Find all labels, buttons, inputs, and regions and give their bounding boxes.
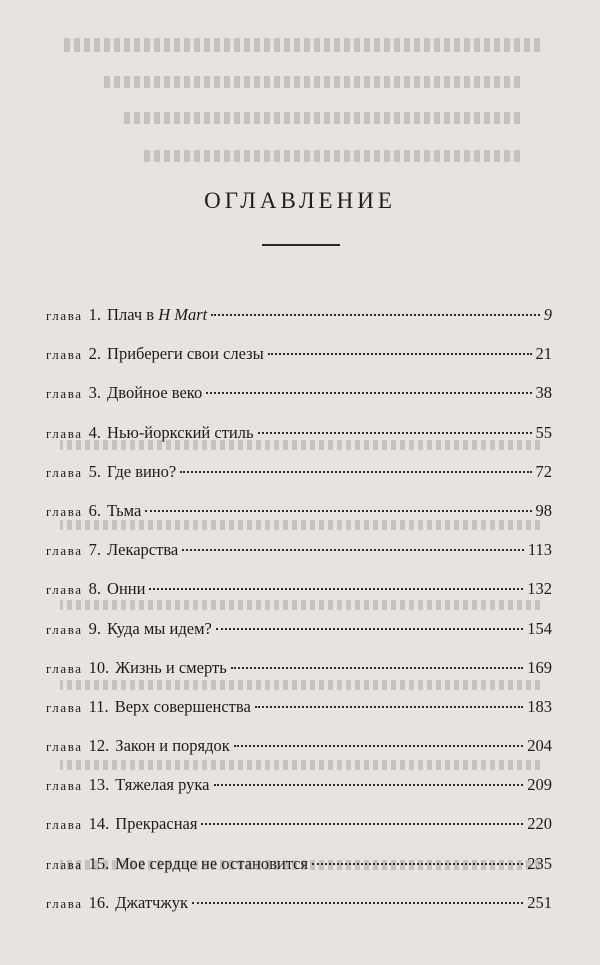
toc-entry[interactable] [46, 658, 552, 697]
page-number: 209 [527, 775, 552, 795]
dot-leader [214, 784, 524, 786]
page-number: 251 [527, 892, 552, 912]
chapter-title [107, 423, 253, 443]
page-number: 9 [543, 305, 552, 324]
chapter-title-text: Тяжелая рука [115, 775, 210, 795]
chapter-title-text: Плач в [107, 305, 159, 324]
toc-entry[interactable] [46, 775, 552, 814]
dot-leader [192, 902, 523, 904]
dot-leader [145, 510, 531, 512]
chapter-prefix: глава [46, 739, 83, 755]
table-of-contents [46, 305, 552, 932]
chapter-title [115, 736, 230, 756]
dot-leader [216, 628, 523, 630]
chapter-title [107, 579, 145, 599]
chapter-prefix: глава [46, 699, 83, 715]
toc-entry[interactable] [46, 501, 552, 540]
toc-entry[interactable] [46, 423, 552, 462]
page-title: ОГЛАВЛЕНИЕ [204, 188, 396, 213]
chapter-title-text: Где вино? [107, 461, 177, 481]
page-number: 169 [527, 657, 552, 677]
chapter-title-text: Жизнь и смерть [115, 657, 227, 677]
chapter-title [107, 501, 141, 521]
dot-leader [258, 432, 532, 434]
page-number: 98 [535, 500, 552, 520]
chapter-prefix: глава [46, 778, 83, 794]
dot-leader [201, 823, 523, 825]
chapter-title-text: Куда мы идем? [107, 618, 212, 638]
chapter-title-text: Мое сердце не остановится [115, 853, 309, 873]
chapter-title-emphasis: H Mart [158, 305, 208, 324]
toc-entry[interactable] [46, 697, 552, 736]
dot-leader [180, 471, 531, 473]
chapter-title [107, 619, 212, 639]
chapter-title [107, 305, 207, 325]
chapter-number: 8. [88, 579, 102, 599]
chapter-number: 14. [88, 814, 110, 834]
chapter-prefix: глава [46, 347, 83, 363]
chapter-title [107, 383, 202, 403]
chapter-number: 3. [88, 383, 102, 403]
dot-leader [149, 588, 523, 590]
chapter-title [107, 462, 176, 482]
chapter-prefix: глава [46, 386, 83, 402]
chapter-title-text: Джатчжук [115, 892, 189, 912]
page-number: 154 [527, 618, 552, 638]
chapter-title-text: Верх совершенства [114, 696, 251, 716]
dot-leader [206, 392, 531, 394]
dot-leader [211, 314, 540, 316]
chapter-number: 5. [88, 461, 102, 481]
chapter-title-text: Тьма [107, 500, 142, 520]
page-number: 72 [535, 461, 552, 481]
toc-entry[interactable] [46, 344, 552, 383]
dot-leader [182, 549, 524, 551]
page-number: 21 [535, 344, 552, 364]
toc-entry[interactable] [46, 579, 552, 618]
chapter-prefix: глава [46, 817, 83, 833]
dot-leader [255, 706, 523, 708]
chapter-title-text: Нью-йоркский стиль [107, 422, 254, 442]
page-number: 235 [527, 853, 552, 873]
toc-entry[interactable] [46, 462, 552, 501]
chapter-number: 16. [88, 892, 110, 912]
chapter-number: 10. [88, 657, 110, 677]
chapter-prefix: глава [46, 425, 83, 441]
chapter-prefix: глава [46, 582, 83, 598]
toc-entry[interactable] [46, 854, 552, 893]
chapter-prefix: глава [46, 503, 83, 519]
chapter-number: 2. [88, 344, 102, 364]
chapter-number: 15. [88, 853, 110, 873]
chapter-title-text: Закон и порядок [115, 736, 230, 756]
chapter-title-text: Прибереги свои слезы [107, 344, 264, 364]
page-number: 132 [527, 579, 552, 599]
page-number: 183 [527, 696, 552, 716]
toc-entry[interactable] [46, 736, 552, 775]
dot-leader [234, 745, 523, 747]
chapter-number: 12. [88, 736, 110, 756]
title-divider [262, 244, 340, 246]
chapter-prefix: глава [46, 660, 83, 676]
chapter-title [115, 854, 308, 874]
page-number: 113 [527, 540, 552, 560]
chapter-title [115, 658, 226, 678]
chapter-title-text: Двойное веко [107, 383, 203, 403]
toc-entry[interactable] [46, 305, 552, 344]
chapter-title [115, 697, 251, 717]
toc-entry[interactable] [46, 540, 552, 579]
toc-entry[interactable] [46, 893, 552, 932]
chapter-number: 4. [88, 422, 102, 442]
toc-entry[interactable] [46, 814, 552, 853]
chapter-prefix: глава [46, 856, 83, 872]
chapter-number: 9. [88, 618, 102, 638]
chapter-title [107, 540, 178, 560]
chapter-prefix: глава [46, 464, 83, 480]
chapter-title-text: Прекрасная [115, 814, 198, 834]
chapter-title-text: Онни [107, 579, 146, 599]
dot-leader [268, 353, 532, 355]
chapter-title-text: Лекарства [107, 540, 179, 560]
chapter-title [115, 775, 209, 795]
chapter-title [107, 344, 264, 364]
chapter-prefix: глава [46, 895, 83, 911]
page-number: 38 [535, 383, 552, 403]
chapter-prefix: глава [46, 543, 83, 559]
chapter-prefix: глава [46, 308, 83, 323]
chapter-number: 6. [88, 500, 102, 520]
dot-leader [231, 667, 524, 669]
toc-entry[interactable] [46, 383, 552, 422]
dot-leader [312, 863, 523, 865]
chapter-number: 11. [88, 696, 109, 716]
chapter-number: 1. [88, 305, 102, 324]
chapter-prefix: глава [46, 621, 83, 637]
chapter-title [115, 893, 188, 913]
toc-entry[interactable] [46, 619, 552, 658]
page-number: 55 [535, 422, 552, 442]
chapter-number: 13. [88, 775, 110, 795]
page-number: 204 [527, 736, 552, 756]
chapter-number: 7. [88, 540, 102, 560]
page-number: 220 [527, 814, 552, 834]
chapter-title [115, 814, 197, 834]
